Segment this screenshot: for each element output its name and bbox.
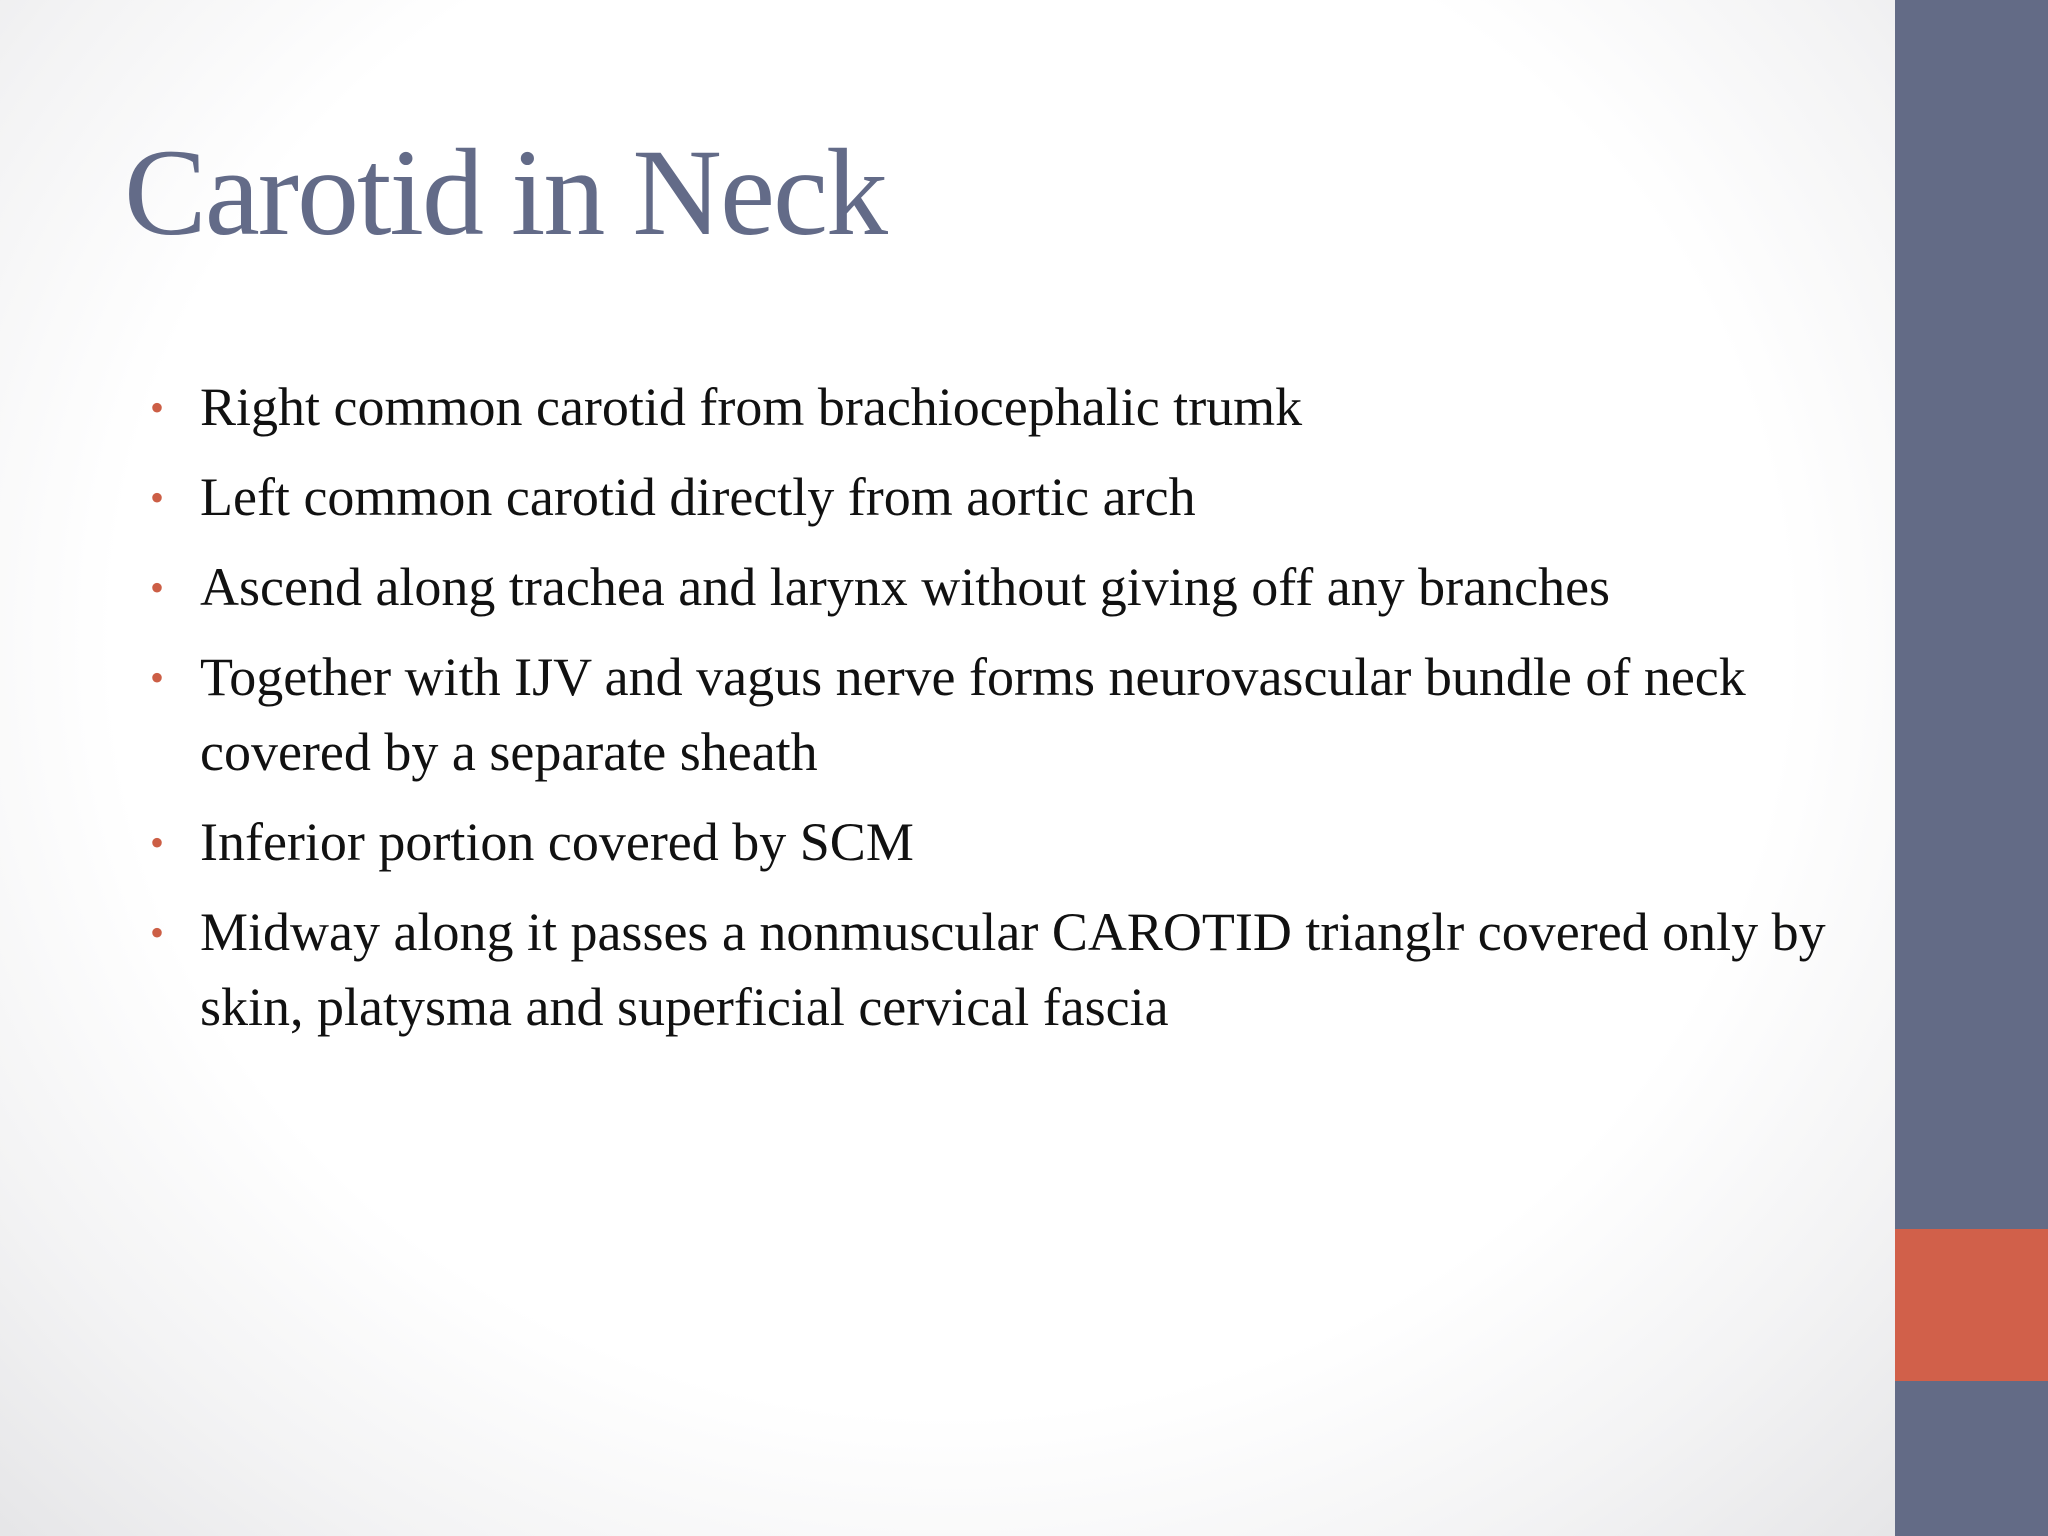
bullet-list — [150, 370, 1850, 1060]
bullet-item — [150, 640, 1850, 790]
decorative-sidebar-accent — [1895, 1229, 2048, 1381]
bullet-item — [150, 805, 1850, 880]
bullet-marker: • — [150, 820, 165, 865]
bullet-text: Inferior portion covered by SCM — [200, 812, 914, 872]
bullet-text: Ascend along trachea and larynx without giving off any branches — [200, 557, 1611, 617]
bullet-text: Together with IJV and vagus nerve forms neurovascular bundle of neck covered by a separate sheath — [200, 647, 1746, 782]
bullet-marker: • — [150, 565, 165, 610]
bullet-item — [150, 550, 1850, 625]
bullet-marker: • — [150, 910, 165, 955]
bullet-item — [150, 370, 1850, 445]
bullet-item — [150, 895, 1850, 1045]
bullet-text: Midway along it passes a nonmuscular CAROTID trianglr covered only by skin, platysma and superficial cervical fascia — [200, 902, 1826, 1037]
bullet-text: Right common carotid from brachiocephalic trumk — [200, 377, 1303, 437]
bullet-marker: • — [150, 655, 165, 700]
bullet-text: Left common carotid directly from aortic arch — [200, 467, 1196, 527]
bullet-marker: • — [150, 385, 165, 430]
slide-title: Carotid in Neck — [124, 124, 887, 261]
bullet-marker: • — [150, 475, 165, 520]
bullet-item — [150, 460, 1850, 535]
